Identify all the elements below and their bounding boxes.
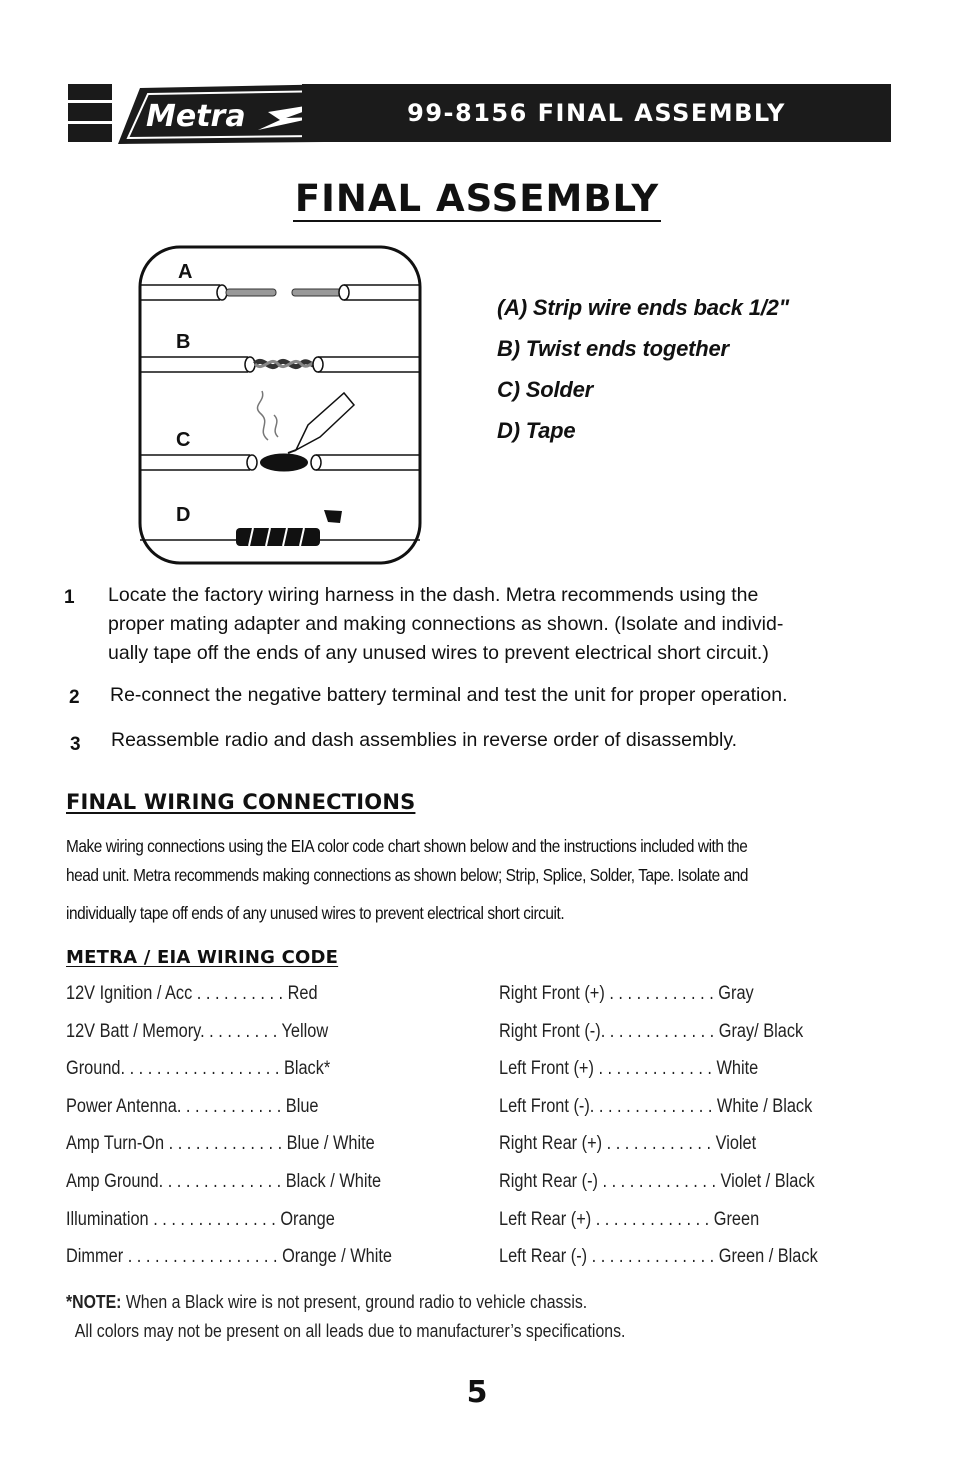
wire-row: Ground. . . . . . . . . . . . . . . . . . Black* <box>66 1058 331 1080</box>
intro-line: individually tape off ends of any unused wires to prevent electrical short circuit. <box>66 903 565 923</box>
wire-row: 12V Batt / Memory. . . . . . . . . Yellow <box>66 1020 329 1042</box>
wire-row: Right Front (-). . . . . . . . . . . . . Gray/ Black <box>499 1020 804 1042</box>
step-c: C) Solder <box>497 377 593 402</box>
wire-row: Left Rear (+) . . . . . . . . . . . . . Green <box>499 1208 760 1230</box>
intro-line: Make wiring connections using the EIA color code chart shown below and the instructions included with the <box>66 836 748 856</box>
instruction-2 <box>64 681 884 711</box>
page-number: 5 <box>466 1375 488 1410</box>
logo-text: Metra <box>146 99 246 134</box>
wiring-code-right <box>499 979 919 1280</box>
page-title: FINAL ASSEMBLY <box>294 177 660 220</box>
instruction-line: Reassemble radio and dash assemblies in reverse order of disassembly. <box>111 729 738 751</box>
intro-line: head unit. Metra recommends making connections as shown below; Strip, Splice, Solder, Tape. Isolate and <box>66 865 749 885</box>
final-wiring-heading: FINAL WIRING CONNECTIONS <box>66 790 416 814</box>
wire-row: Left Front (+) . . . . . . . . . . . . . White <box>499 1058 759 1080</box>
wire-row: 12V Ignition / Acc . . . . . . . . . . Red <box>66 983 318 1004</box>
instruction-line: Locate the factory wiring harness in the dash. Metra recommends using the <box>108 584 759 606</box>
instruction-number: 2 <box>69 687 80 708</box>
instruction-line: ually tape off the ends of any unused wires to prevent electrical short circuit.) <box>108 642 769 664</box>
instruction-line: Re-connect the negative battery terminal and test the unit for proper operation. <box>110 684 788 706</box>
header-title: 99-8156 FINAL ASSEMBLY <box>302 84 891 142</box>
header-stripes <box>68 84 112 142</box>
instruction-line: proper mating adapter and making connections as shown. (Isolate and individ- <box>108 613 784 635</box>
step-b: B) Twist ends together <box>497 336 729 361</box>
wire-row: Right Rear (-) . . . . . . . . . . . . . Violet / Black <box>499 1170 815 1192</box>
wiring-note <box>66 1288 788 1346</box>
note-label: *NOTE: <box>66 1292 122 1312</box>
step-d: D) Tape <box>497 418 576 443</box>
wire-row: Illumination . . . . . . . . . . . . . . Orange <box>66 1208 335 1230</box>
wire-row: Amp Ground. . . . . . . . . . . . . . Black / White <box>66 1170 382 1192</box>
wire-row: Power Antenna. . . . . . . . . . . . Blue <box>66 1095 319 1117</box>
wiring-code-heading: METRA / EIA WIRING CODE <box>66 947 339 968</box>
diagram-label-c: C <box>176 429 191 451</box>
step-a: (A) Strip wire ends back 1/2" <box>497 295 789 320</box>
diagram-label-b: B <box>176 331 191 353</box>
note-line-1: When a Black wire is not present, ground radio to vehicle chassis. <box>121 1292 588 1312</box>
instruction-3 <box>64 726 884 756</box>
diagram-label-d: D <box>176 504 191 526</box>
splice-diagram <box>138 245 422 565</box>
wire-row: Dimmer . . . . . . . . . . . . . . . . . Orange / White <box>66 1246 392 1268</box>
diagram-label-a: A <box>178 261 193 283</box>
page-title-wrap <box>0 177 954 222</box>
wire-row: Right Rear (+) . . . . . . . . . . . . Violet <box>499 1133 757 1155</box>
instruction-1 <box>64 581 884 671</box>
splice-steps <box>497 293 789 457</box>
wire-row: Left Front (-). . . . . . . . . . . . . . White / Black <box>499 1095 813 1117</box>
wire-row: Amp Turn-On . . . . . . . . . . . . . Blue / White <box>66 1133 375 1155</box>
final-wiring-intro <box>66 832 770 928</box>
wire-row: Right Front (+) . . . . . . . . . . . . Gray <box>499 983 754 1004</box>
instruction-number: 1 <box>64 587 75 608</box>
wiring-code-left <box>66 979 486 1280</box>
page-header <box>68 84 891 142</box>
wire-row: Left Rear (-) . . . . . . . . . . . . . . Green / Black <box>499 1246 818 1268</box>
instruction-number: 3 <box>70 734 81 755</box>
note-line-2: All colors may not be present on all leads due to manufacturer’s specifications. <box>74 1321 626 1341</box>
